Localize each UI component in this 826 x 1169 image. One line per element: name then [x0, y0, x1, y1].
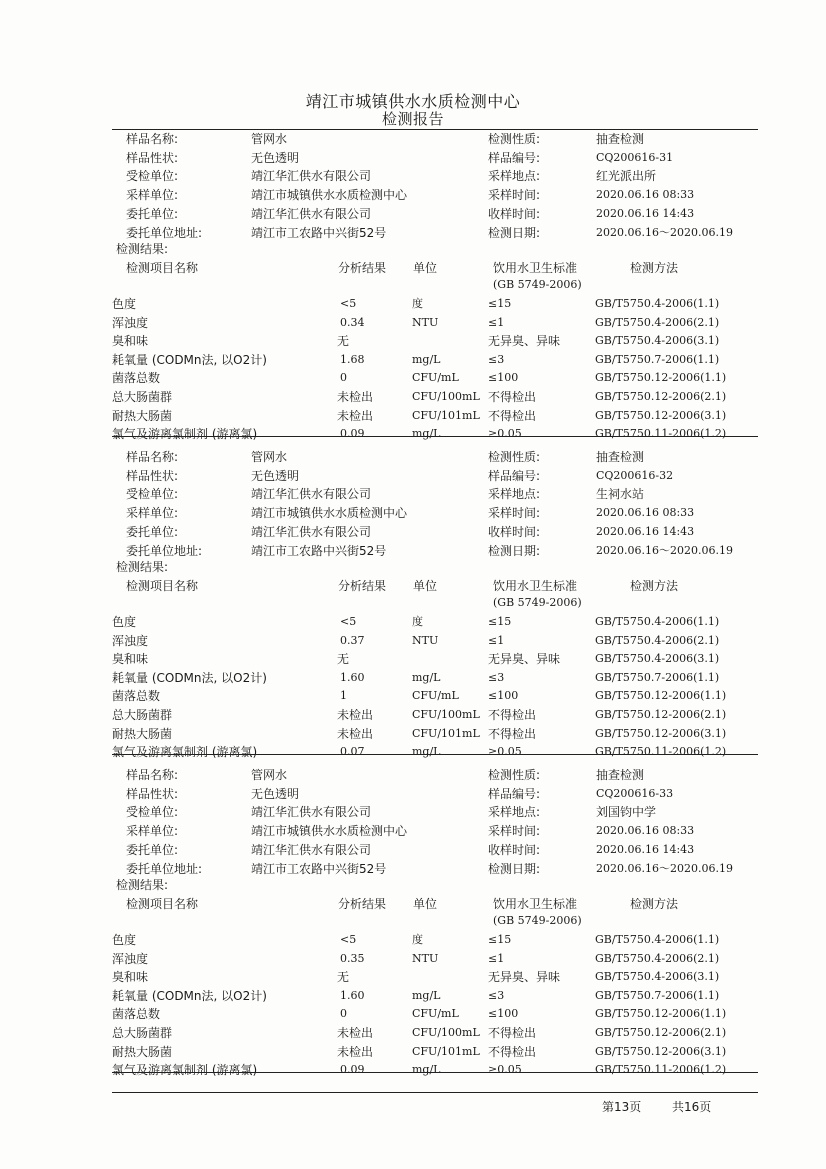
table-cell-result: 未检出 — [337, 1044, 374, 1059]
table-cell-standard: 无异臭、异味 — [488, 334, 561, 349]
info-value: 靖江市工农路中兴街52号 — [251, 861, 387, 876]
info-label: 样品名称: — [126, 768, 179, 782]
table-cell-result: 未检出 — [337, 708, 374, 722]
table-cell-unit: 度 — [412, 933, 423, 946]
table-cell-item: 氯气及游离氯制剂 (游离氯) — [112, 1063, 258, 1078]
column-header-unit: 单位 — [413, 897, 438, 911]
info-value: CQ200616-33 — [596, 786, 674, 800]
table-cell-standard: ≥0.05 — [488, 427, 522, 441]
table-cell-result: 未检出 — [337, 726, 374, 741]
table-cell-item: 耗氧量 (CODMn法, 以O2计) — [112, 352, 267, 367]
table-cell-method: GB/T5750.12-2006(1.1) — [595, 689, 727, 703]
table-cell-item: 浑浊度 — [112, 951, 149, 966]
table-cell-item: 菌落总数 — [112, 371, 161, 386]
table-cell-result: 0.09 — [340, 1063, 365, 1077]
info-label: 采样单位: — [126, 506, 179, 521]
info-label: 收样时间: — [488, 206, 541, 221]
table-cell-item: 浑浊度 — [112, 315, 149, 330]
table-cell-standard: ≤1 — [488, 951, 505, 965]
table-cell-item: 总大肠菌群 — [112, 1026, 173, 1040]
info-label: 采样地点: — [488, 169, 541, 184]
info-label: 样品名称: — [126, 450, 179, 464]
info-label: 委托单位: — [126, 524, 179, 539]
table-cell-result: 0.09 — [340, 427, 365, 441]
table-cell-item: 臭和味 — [112, 334, 149, 349]
table-cell-unit: CFU/100mL — [412, 390, 480, 403]
table-cell-unit: mg/L — [412, 988, 441, 1002]
info-label: 样品编号: — [488, 786, 541, 801]
info-label: 样品名称: — [126, 132, 179, 146]
info-label: 检测性质: — [488, 450, 541, 464]
table-cell-standard: ≤100 — [488, 689, 519, 703]
table-cell-result: 无 — [337, 652, 350, 667]
table-cell-standard: ≤100 — [488, 1007, 519, 1021]
table-cell-unit: CFU/mL — [412, 1007, 459, 1021]
info-label: 采样单位: — [126, 188, 179, 203]
info-value: 2020.06.16～2020.06.19 — [596, 543, 733, 557]
table-cell-unit: mg/L — [412, 1063, 441, 1077]
info-value: 抽查检测 — [596, 768, 645, 782]
table-cell-item: 臭和味 — [112, 970, 149, 985]
table-cell-result: 0 — [340, 1007, 347, 1021]
info-value: 靖江华汇供水有限公司 — [251, 487, 372, 502]
table-cell-unit: CFU/100mL — [412, 1026, 480, 1039]
page-total: 共16页 — [672, 1100, 712, 1114]
sample-section — [0, 449, 826, 767]
table-cell-unit: mg/L — [412, 670, 441, 684]
info-value: 靖江华汇供水有限公司 — [251, 524, 372, 539]
info-label: 收样时间: — [488, 842, 541, 857]
info-value: 抽查检测 — [596, 132, 645, 146]
table-cell-standard: ≤15 — [488, 297, 512, 310]
table-cell-method: GB/T5750.11-2006(1.2) — [595, 745, 727, 759]
table-cell-result: <5 — [340, 297, 357, 310]
header-divider — [112, 129, 758, 130]
table-cell-standard: 无异臭、异味 — [488, 652, 561, 667]
info-value: 靖江市城镇供水水质检测中心 — [251, 188, 408, 203]
table-cell-standard: 不得检出 — [488, 408, 537, 423]
table-cell-method: GB/T5750.12-2006(2.1) — [595, 708, 727, 721]
table-cell-result: 0 — [340, 371, 347, 385]
table-cell-unit: NTU — [412, 315, 439, 329]
table-cell-method: GB/T5750.7-2006(1.1) — [595, 670, 720, 684]
column-header-method: 检测方法 — [630, 897, 679, 911]
column-header-result: 分析结果 — [338, 897, 387, 911]
info-label: 采样时间: — [488, 824, 541, 839]
table-cell-result: <5 — [340, 615, 357, 628]
table-cell-standard: ≤15 — [488, 615, 512, 628]
table-cell-method: GB/T5750.4-2006(1.1) — [595, 933, 720, 946]
info-value: 管网水 — [251, 450, 288, 464]
column-header-result: 分析结果 — [338, 579, 387, 593]
info-value: 2020.06.16～2020.06.19 — [596, 225, 733, 239]
column-header-standard-code: (GB 5749-2006) — [493, 914, 582, 927]
table-cell-method: GB/T5750.4-2006(3.1) — [595, 970, 720, 984]
table-cell-result: 1 — [340, 689, 347, 703]
section-divider — [112, 436, 758, 437]
table-cell-unit: mg/L — [412, 745, 441, 759]
table-cell-standard: ≤3 — [488, 352, 505, 366]
column-header-result: 分析结果 — [338, 261, 387, 275]
table-cell-unit: CFU/101mL — [412, 726, 480, 740]
info-value: 2020.06.16 14:43 — [596, 206, 695, 220]
info-label: 委托单位: — [126, 842, 179, 857]
table-cell-method: GB/T5750.12-2006(3.1) — [595, 408, 727, 422]
info-label: 受检单位: — [126, 487, 179, 502]
table-cell-method: GB/T5750.7-2006(1.1) — [595, 352, 720, 366]
info-value: 靖江华汇供水有限公司 — [251, 206, 372, 221]
info-value: 无色透明 — [251, 786, 300, 801]
info-label: 收样时间: — [488, 524, 541, 539]
table-cell-item: 总大肠菌群 — [112, 708, 173, 722]
table-cell-method: GB/T5750.4-2006(1.1) — [595, 615, 720, 628]
info-value: 靖江市工农路中兴街52号 — [251, 543, 387, 558]
page-number: 第13页 — [602, 1100, 642, 1114]
table-cell-result: 0.35 — [340, 951, 365, 965]
table-cell-method: GB/T5750.4-2006(3.1) — [595, 652, 720, 666]
info-label: 采样地点: — [488, 487, 541, 502]
column-header-item: 检测项目名称 — [126, 261, 199, 275]
section-divider — [112, 754, 758, 755]
table-cell-method: GB/T5750.12-2006(2.1) — [595, 390, 727, 403]
info-label: 委托单位地址: — [126, 543, 203, 558]
info-value: 无色透明 — [251, 468, 300, 483]
info-label: 采样单位: — [126, 824, 179, 839]
info-value: CQ200616-31 — [596, 150, 674, 164]
table-cell-result: 未检出 — [337, 1026, 374, 1040]
results-heading: 检测结果: — [116, 878, 169, 892]
table-cell-unit: mg/L — [412, 427, 441, 441]
column-header-unit: 单位 — [413, 261, 438, 275]
table-cell-item: 耐热大肠菌 — [112, 408, 173, 423]
table-cell-method: GB/T5750.12-2006(3.1) — [595, 1044, 727, 1058]
info-value: 管网水 — [251, 768, 288, 782]
info-value: 刘国钧中学 — [596, 805, 657, 820]
table-cell-unit: CFU/mL — [412, 371, 459, 385]
info-label: 采样时间: — [488, 506, 541, 521]
info-label: 检测性质: — [488, 768, 541, 782]
section-divider — [112, 1072, 758, 1073]
report-subtitle: 检测报告 — [381, 110, 444, 128]
info-value: 红光派出所 — [596, 169, 657, 184]
table-cell-method: GB/T5750.4-2006(1.1) — [595, 297, 720, 310]
column-header-item: 检测项目名称 — [126, 579, 199, 593]
footer-divider — [112, 1092, 758, 1093]
table-cell-item: 耐热大肠菌 — [112, 726, 173, 741]
table-cell-method: GB/T5750.12-2006(1.1) — [595, 371, 727, 385]
info-label: 委托单位: — [126, 206, 179, 221]
table-cell-item: 菌落总数 — [112, 1007, 161, 1022]
table-cell-item: 色度 — [112, 297, 137, 311]
sample-section — [0, 767, 826, 1085]
info-label: 采样时间: — [488, 188, 541, 203]
info-value: 靖江华汇供水有限公司 — [251, 842, 372, 857]
table-cell-method: GB/T5750.11-2006(1.2) — [595, 427, 727, 441]
table-cell-item: 氯气及游离氯制剂 (游离氯) — [112, 745, 258, 760]
info-value: 2020.06.16 14:43 — [596, 524, 695, 538]
table-cell-unit: 度 — [412, 297, 423, 310]
info-value: 管网水 — [251, 132, 288, 146]
table-cell-standard: ≤1 — [488, 315, 505, 329]
table-cell-item: 耗氧量 (CODMn法, 以O2计) — [112, 988, 267, 1003]
info-value: 靖江市城镇供水水质检测中心 — [251, 824, 408, 839]
results-heading: 检测结果: — [116, 560, 169, 574]
table-cell-result: 未检出 — [337, 408, 374, 423]
info-value: 2020.06.16 08:33 — [596, 188, 695, 202]
info-value: 靖江市工农路中兴街52号 — [251, 225, 387, 240]
info-label: 检测性质: — [488, 132, 541, 146]
column-header-unit: 单位 — [413, 579, 438, 593]
table-cell-method: GB/T5750.12-2006(3.1) — [595, 726, 727, 740]
info-label: 委托单位地址: — [126, 225, 203, 240]
table-cell-standard: ≤1 — [488, 633, 505, 647]
info-label: 样品性状: — [126, 786, 179, 801]
sample-section — [0, 131, 826, 449]
info-value: 2020.06.16 08:33 — [596, 824, 695, 838]
table-cell-result: 0.07 — [340, 745, 365, 759]
table-cell-unit: CFU/mL — [412, 689, 459, 703]
table-cell-method: GB/T5750.4-2006(2.1) — [595, 951, 720, 965]
table-cell-standard: ≤15 — [488, 933, 512, 946]
info-value: CQ200616-32 — [596, 468, 674, 482]
table-cell-item: 耗氧量 (CODMn法, 以O2计) — [112, 670, 267, 685]
table-cell-result: 未检出 — [337, 390, 374, 404]
table-cell-standard: 不得检出 — [488, 726, 537, 741]
column-header-item: 检测项目名称 — [126, 897, 199, 911]
info-label: 检测日期: — [488, 225, 541, 240]
report-title: 靖江市城镇供水水质检测中心 — [305, 92, 521, 111]
table-cell-item: 总大肠菌群 — [112, 390, 173, 404]
table-cell-item: 氯气及游离氯制剂 (游离氯) — [112, 427, 258, 442]
info-value: 靖江市城镇供水水质检测中心 — [251, 506, 408, 521]
info-value: 生祠水站 — [596, 487, 645, 502]
info-label: 检测日期: — [488, 543, 541, 558]
table-cell-item: 耐热大肠菌 — [112, 1044, 173, 1059]
table-cell-item: 色度 — [112, 933, 137, 947]
table-cell-method: GB/T5750.7-2006(1.1) — [595, 988, 720, 1002]
table-cell-unit: mg/L — [412, 352, 441, 366]
info-value: 靖江华汇供水有限公司 — [251, 805, 372, 820]
table-cell-standard: 无异臭、异味 — [488, 970, 561, 985]
table-cell-standard: 不得检出 — [488, 1044, 537, 1059]
info-label: 样品编号: — [488, 468, 541, 483]
info-label: 检测日期: — [488, 861, 541, 876]
table-cell-result: 无 — [337, 334, 350, 349]
table-cell-result: 1.60 — [340, 988, 365, 1002]
info-value: 2020.06.16 14:43 — [596, 842, 695, 856]
info-label: 样品性状: — [126, 468, 179, 483]
table-cell-method: GB/T5750.12-2006(2.1) — [595, 1026, 727, 1039]
table-cell-standard: ≤3 — [488, 988, 505, 1002]
table-cell-unit: CFU/101mL — [412, 1044, 480, 1058]
table-cell-standard: ≤3 — [488, 670, 505, 684]
table-cell-standard: 不得检出 — [488, 390, 537, 404]
info-label: 样品编号: — [488, 150, 541, 165]
table-cell-standard: ≥0.05 — [488, 745, 522, 759]
info-value: 2020.06.16～2020.06.19 — [596, 861, 733, 875]
results-heading: 检测结果: — [116, 242, 169, 256]
table-cell-standard: 不得检出 — [488, 1026, 537, 1040]
column-header-standard: 饮用水卫生标准 — [493, 897, 578, 911]
info-value: 无色透明 — [251, 150, 300, 165]
table-cell-result: 1.68 — [340, 352, 365, 366]
column-header-standard-code: (GB 5749-2006) — [493, 278, 582, 291]
info-label: 委托单位地址: — [126, 861, 203, 876]
info-label: 受检单位: — [126, 805, 179, 820]
info-value: 靖江华汇供水有限公司 — [251, 169, 372, 184]
table-cell-result: 0.37 — [340, 633, 365, 647]
table-cell-method: GB/T5750.11-2006(1.2) — [595, 1063, 727, 1077]
column-header-standard-code: (GB 5749-2006) — [493, 596, 582, 609]
table-cell-result: 0.34 — [340, 315, 365, 329]
table-cell-item: 浑浊度 — [112, 633, 149, 648]
table-cell-unit: CFU/101mL — [412, 408, 480, 422]
table-cell-method: GB/T5750.4-2006(2.1) — [595, 315, 720, 329]
table-cell-method: GB/T5750.4-2006(3.1) — [595, 334, 720, 348]
table-cell-item: 臭和味 — [112, 652, 149, 667]
table-cell-result: <5 — [340, 933, 357, 946]
table-cell-result: 1.60 — [340, 670, 365, 684]
table-cell-method: GB/T5750.4-2006(2.1) — [595, 633, 720, 647]
table-cell-unit: NTU — [412, 951, 439, 965]
table-cell-unit: NTU — [412, 633, 439, 647]
column-header-standard: 饮用水卫生标准 — [493, 261, 578, 275]
column-header-standard: 饮用水卫生标准 — [493, 579, 578, 593]
table-cell-standard: ≤100 — [488, 371, 519, 385]
info-label: 受检单位: — [126, 169, 179, 184]
table-cell-unit: 度 — [412, 615, 423, 628]
table-cell-standard: ≥0.05 — [488, 1063, 522, 1077]
info-value: 抽查检测 — [596, 450, 645, 464]
table-cell-result: 无 — [337, 970, 350, 985]
column-header-method: 检测方法 — [630, 579, 679, 593]
info-label: 采样地点: — [488, 805, 541, 820]
info-label: 样品性状: — [126, 150, 179, 165]
table-cell-item: 色度 — [112, 615, 137, 629]
info-value: 2020.06.16 08:33 — [596, 506, 695, 520]
table-cell-item: 菌落总数 — [112, 689, 161, 704]
table-cell-method: GB/T5750.12-2006(1.1) — [595, 1007, 727, 1021]
table-cell-unit: CFU/100mL — [412, 708, 480, 721]
column-header-method: 检测方法 — [630, 261, 679, 275]
table-cell-standard: 不得检出 — [488, 708, 537, 722]
